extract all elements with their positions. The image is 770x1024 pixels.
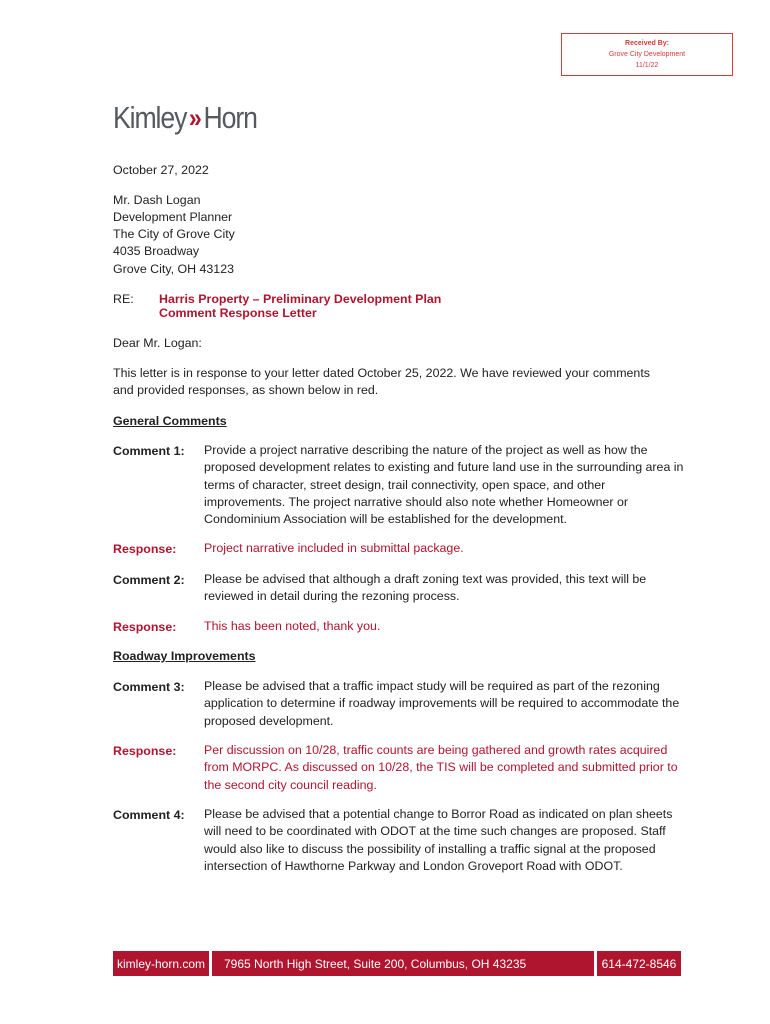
section-roadway-improvements: Roadway Improvements: [113, 649, 256, 663]
comment-3-text: Please be advised that a traffic impact study will be required as part of the rezoning application to determine if roadway improvements will be required to accommodate the proposed development.: [204, 679, 680, 728]
re-label: RE:: [113, 292, 134, 306]
recipient-city: Grove City, OH 43123: [113, 262, 234, 276]
kimley-horn-logo: [113, 98, 257, 138]
stamp-date: 11/1/22: [635, 62, 659, 69]
response-2-text: This has been noted, thank you.: [204, 619, 381, 633]
footer-address: 7965 North High Street, Suite 200, Columbus, OH 43235: [212, 951, 594, 976]
salutation: Dear Mr. Logan:: [113, 336, 202, 350]
intro-paragraph: This letter is in response to your letter dated October 25, 2022. We have reviewed your comments and provided responses, as shown below in red.: [113, 366, 650, 398]
response-2-label: Response:: [113, 620, 177, 634]
recipient-org: The City of Grove City: [113, 227, 235, 241]
response-3-text: Per discussion on 10/28, traffic counts are being gathered and growth rates acquired from MORPC. As discussed on 10/28, the TIS will be completed and submitted prior to the second city council reading.: [204, 743, 678, 792]
section-general-comments: General Comments: [113, 414, 227, 428]
recipient-name: Mr. Dash Logan: [113, 193, 201, 207]
footer-phone: 614-472-8546: [597, 951, 681, 976]
stamp-department: Grove City Development: [608, 51, 686, 58]
re-subject-line2: Comment Response Letter: [159, 306, 317, 320]
letterhead-footer: [113, 951, 681, 976]
logo-kimley: Kimley: [113, 100, 187, 135]
recipient-title: Development Planner: [113, 210, 233, 224]
comment-4-text: Please be advised that a potential change to Borror Road as indicated on plan sheets will need to be coordinated with ODOT at the time such changes are proposed. Staff would also like to discuss the possibility of installing a traffic signal at the proposed intersection of Hawthorne Parkway and London Groveport Road with ODOT.: [204, 807, 673, 873]
comment-1-text: Provide a project narrative describing the nature of the project as well as how the proposed development relates to existing and future land use in the surrounding area in terms of character, street design, trail connectivity, open space, and other improvements. The project narrative should also note whether Homeowner or Condominium Association will be established for the development.: [204, 443, 684, 527]
comment-2-label: Comment 2:: [113, 573, 185, 587]
response-1-label: Response:: [113, 542, 177, 556]
footer-website: kimley-horn.com: [113, 951, 209, 976]
re-subject-line1: Harris Property – Preliminary Development Plan: [159, 292, 442, 306]
comment-1-label: Comment 1:: [113, 444, 185, 458]
recipient-street: 4035 Broadway: [113, 244, 200, 258]
comment-3-label: Comment 3:: [113, 680, 185, 694]
received-stamp: [561, 33, 733, 76]
logo-horn: Horn: [203, 100, 257, 135]
comment-4-label: Comment 4:: [113, 808, 185, 822]
comment-2-text: Please be advised that although a draft zoning text was provided, this text will be reviewed in detail during the rezoning process.: [204, 572, 647, 604]
logo-chevrons-icon: »: [188, 102, 197, 133]
response-1-text: Project narrative included in submittal package.: [204, 541, 464, 555]
letter-date: October 27, 2022: [113, 163, 209, 177]
stamp-title: Received By:: [625, 40, 669, 47]
response-3-label: Response:: [113, 744, 177, 758]
